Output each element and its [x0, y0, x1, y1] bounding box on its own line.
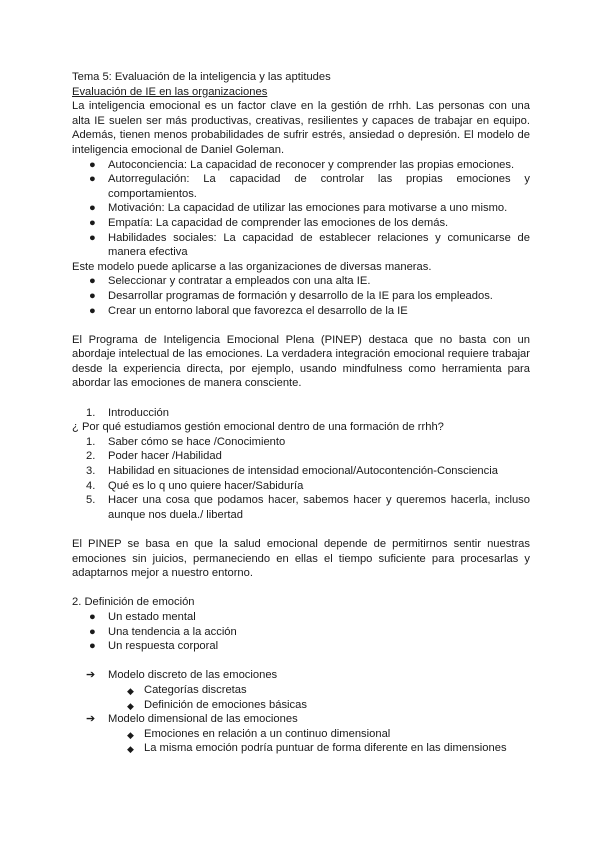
diamond-icon: ◆ [127, 729, 134, 740]
section-heading-introduccion: 1. Introducción [86, 406, 169, 419]
arrow-icon: ➔ [86, 669, 96, 682]
pinep-paragraph: El Programa de Inteligencia Emocional Plena (PINEP) destaca que no basta con un abordaje intelectual de las emociones. La verdadera integración emocional requiere trabajar desde la experiencia directa, por ejemplo, usando mindfulness como herramienta para abordar las emociones de manera consciente. [72, 333, 530, 390]
list-item: ● Desarrollar programas de formación y desarrollo de la IE para los empleados. [89, 289, 493, 302]
definition-list [72, 610, 530, 654]
bullet-icon: ● [89, 275, 96, 288]
document-body [72, 70, 530, 756]
bullet-icon: ● [89, 231, 96, 244]
list-item: ● Habilidades sociales: La capacidad de establecer relaciones y comunicarse de manera efectiva [89, 231, 530, 259]
sub-item: ◆ Definición de emociones básicas [72, 698, 530, 713]
reasons-list [72, 435, 530, 523]
diamond-icon: ◆ [127, 744, 134, 755]
section-heading-definicion: 2. Definición de emoción [72, 596, 195, 609]
list-item: 5. Hacer una cosa que podamos hacer, sabemos hacer y queremos hacerla, incluso aunque nos duela./ libertad [86, 494, 530, 521]
arrow-icon: ➔ [86, 713, 96, 726]
org-list [72, 274, 530, 318]
sub-item: ◆ Categorías discretas [72, 683, 530, 698]
models-list [72, 668, 530, 756]
model-item: ➔ Modelo discreto de las emociones [86, 669, 278, 682]
list-item: ● Seleccionar y contratar a empleados con una alta IE. [89, 275, 371, 288]
list-item: 3. Habilidad en situaciones de intensidad emocional/Autocontención-Consciencia [86, 465, 498, 478]
list-item: ● Motivación: La capacidad de utilizar las emociones para motivarse a uno mismo. [89, 202, 508, 215]
model-item: ➔ Modelo dimensional de las emociones [86, 713, 298, 726]
org-intro: Este modelo puede aplicarse a las organizaciones de diversas maneras. [72, 260, 432, 273]
bullet-icon: ● [89, 289, 96, 302]
bullet-icon: ● [89, 158, 96, 171]
diamond-icon: ◆ [127, 685, 134, 696]
bullet-icon: ● [89, 610, 96, 623]
bullet-icon: ● [89, 625, 96, 638]
goleman-list [72, 158, 530, 260]
bullet-icon: ● [89, 304, 96, 317]
list-item: 4. Qué es lo q uno quiere hacer/Sabiduría [86, 479, 304, 492]
pinep-basis-paragraph: El PINEP se basa en que la salud emocional depende de permitirnos sentir nuestras emociones sin juicios, permaneciendo en ellas el tiempo suficiente para procesarlas y adaptarnos mejor a nuestro entorno. [72, 538, 530, 580]
list-item: ● Crear un entorno laboral que favorezca el desarrollo de la IE [89, 304, 408, 317]
list-item: 2. Poder hacer /Habilidad [86, 450, 222, 463]
bullet-icon: ● [89, 216, 96, 229]
list-item: 1. Saber cómo se hace /Conocimiento [86, 435, 286, 448]
bullet-icon: ● [89, 173, 96, 186]
bullet-icon: ● [89, 640, 96, 653]
list-item: ● Un estado mental [89, 610, 196, 623]
question-text: ¿ Por qué estudiamos gestión emocional dentro de una formación de rrhh? [72, 421, 444, 434]
list-item: ● Empatía: La capacidad de comprender las emociones de los demás. [89, 216, 449, 229]
sub-item: ◆ Emociones en relación a un continuo dimensional [72, 727, 530, 742]
intro-paragraph: La inteligencia emocional es un factor clave en la gestión de rrhh. Las personas con una alta IE suelen ser más productivas, creativas, resilientes y capaces de trabajar en equipo. Además, tienen menos probabilidades de sufrir estrés, ansiedad o depresión. El modelo de inteligencia emocional de Daniel Goleman. [72, 100, 530, 156]
diamond-icon: ◆ [127, 700, 134, 711]
section-subtitle: Evaluación de IE en las organizaciones [72, 85, 268, 98]
list-item: ● Autoconciencia: La capacidad de reconocer y comprender las propias emociones. [89, 158, 515, 171]
list-item: ● Un respuesta corporal [89, 640, 219, 653]
list-item: ● Una tendencia a la acción [89, 625, 237, 638]
sub-item: ◆ La misma emoción podría puntuar de forma diferente en las dimensiones [72, 741, 530, 756]
bullet-icon: ● [89, 202, 96, 215]
list-item: ● Autorregulación: La capacidad de controlar las propias emociones y comportamientos. [89, 173, 530, 200]
page-title: Tema 5: Evaluación de la inteligencia y las aptitudes [72, 71, 331, 83]
